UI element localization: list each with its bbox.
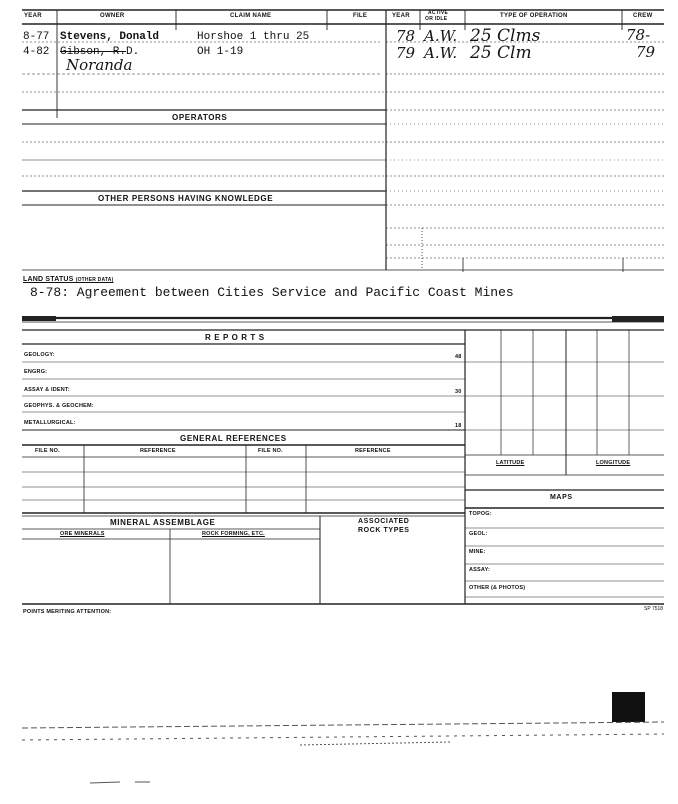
type-of-operation-header: TYPE OF OPERATION (500, 13, 568, 19)
activity-row-2-type: 25 Clm (470, 43, 532, 63)
associated-rock-types-line2: ROCK TYPES (358, 527, 410, 534)
activity-row-1-crew: 78- (626, 26, 651, 44)
rock-forming-header: ROCK FORMING, ETC. (202, 531, 265, 537)
maps-heading: MAPS (550, 494, 573, 501)
operators-heading: OPERATORS (172, 113, 228, 122)
claim-row-2-year: 4-82 (23, 46, 50, 58)
claim-row-2-owner-handwritten: Noranda (66, 56, 133, 74)
owner-header: OWNER (100, 13, 125, 19)
ore-minerals-header: ORE MINERALS (60, 531, 105, 537)
report-geophys-label: GEOPHYS. & GEOCHEM: (24, 403, 94, 409)
ref-file-no-header-2: FILE NO. (258, 448, 283, 454)
land-status-text: 8-78: Agreement between Cities Service and Pacific Coast Mines (30, 285, 514, 300)
activity-row-2-active: A.W. (424, 44, 458, 62)
year-header: YEAR (24, 13, 42, 19)
land-status-sub-label: (OTHER DATA) (75, 277, 114, 283)
owner-suffix: D. (126, 46, 140, 58)
longitude-label: LONGITUDE (596, 460, 631, 466)
points-meriting-attention-label: POINTS MERITING ATTENTION: (23, 609, 112, 615)
activity-row-1-type: 25 Clms (470, 26, 541, 46)
ref-file-no-header-1: FILE NO. (35, 448, 60, 454)
report-engrg-label: ENGRG: (24, 369, 48, 375)
active-header-line1: ACTIVE (428, 10, 449, 16)
activity-row-1-year: 78 (396, 27, 416, 45)
active-header-line2: OR IDLE (425, 16, 448, 22)
report-geology-label: GEOLOGY: (24, 352, 55, 358)
claim-row-1-owner: Stevens, Donald (60, 31, 160, 43)
associated-rock-types-line1: ASSOCIATED (358, 518, 410, 525)
file-header: FILE (353, 13, 368, 19)
maps-geol-label: GEOL: (469, 531, 488, 537)
reports-heading: R E P O R T S (205, 333, 265, 342)
other-persons-heading: OTHER PERSONS HAVING KNOWLEDGE (98, 194, 274, 203)
ref-reference-header-1: REFERENCE (140, 448, 176, 454)
land-status-label-text: LAND STATUS (23, 276, 74, 283)
activity-row-2-year: 79 (396, 44, 416, 62)
maps-topog-label: TOPOG: (469, 511, 492, 517)
report-assay-label: ASSAY & IDENT: (24, 387, 70, 393)
activity-year-header: YEAR (392, 13, 410, 19)
ref-reference-header-2: REFERENCE (355, 448, 391, 454)
land-status-label (23, 276, 113, 283)
claim-row-2-claim-name: OH 1-19 (197, 46, 244, 58)
maps-other-label: OTHER (& PHOTOS) (469, 585, 526, 591)
report-assay-num: 30 (455, 389, 462, 395)
activity-row-1-active: A.W. (424, 27, 458, 45)
maps-assay-label: ASSAY: (469, 567, 491, 573)
crew-header: CREW (633, 13, 653, 19)
report-metallurgical-label: METALLURGICAL: (24, 420, 76, 426)
mineral-assemblage-heading: MINERAL ASSEMBLAGE (110, 518, 216, 527)
claim-name-header: CLAIM NAME (230, 13, 272, 19)
struck-owner-name: Gibson, R. (60, 46, 127, 58)
maps-mine-label: MINE: (469, 549, 486, 555)
claim-row-1-claim-name: Horshoe 1 thru 25 (197, 31, 310, 43)
report-metallurgical-num: 18 (455, 423, 462, 429)
claim-row-1-year: 8-77 (23, 31, 50, 43)
report-geology-num: 48 (455, 354, 462, 360)
activity-row-2-crew: 79 (636, 43, 656, 61)
general-references-heading: GENERAL REFERENCES (180, 434, 287, 443)
latitude-label: LATITUDE (496, 460, 525, 466)
form-number: SP 7518 (644, 606, 664, 612)
